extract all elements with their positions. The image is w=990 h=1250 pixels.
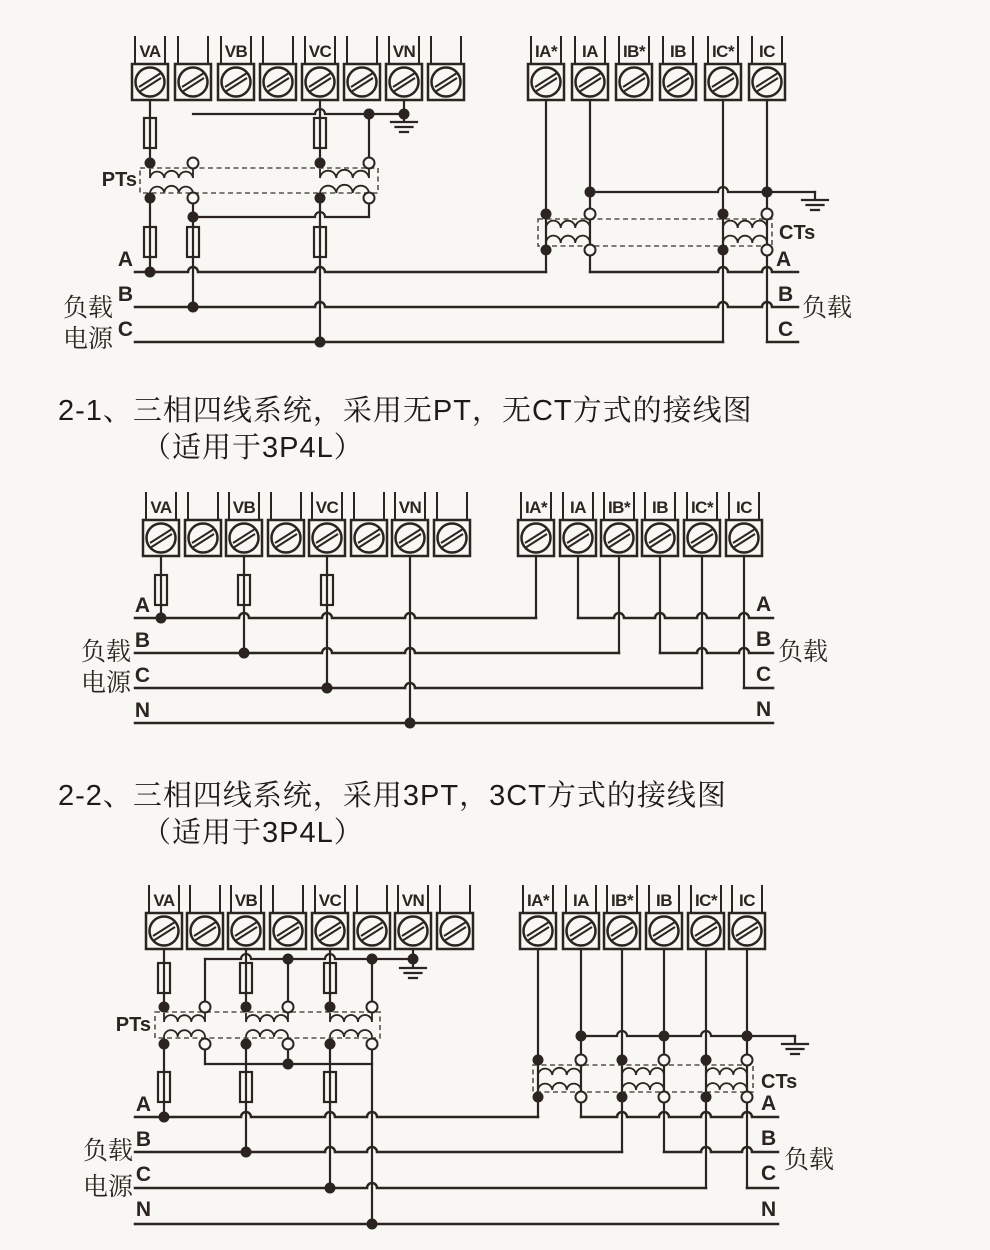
terminal-label-vb: VB [234,891,258,910]
load-label-right: 负载 [802,294,853,322]
bus-label-b-left: B [117,283,133,306]
terminal-label-va: VA [139,42,161,61]
terminal-label-ia-star: IA* [526,891,550,910]
terminal-label-va: VA [150,498,172,517]
source-label-left: 电源 [82,1173,133,1201]
terminal-label-ib-star: IB* [607,498,631,517]
bus-label-n-right: N [756,698,772,721]
terminal-label-vb: VB [232,498,256,517]
bus-label-b-right: B [761,1127,777,1150]
ground-symbol [802,192,828,210]
bus-label-a-right: A [776,248,792,271]
terminal-label-vc: VC [308,42,332,61]
bus-label-c-right: C [778,318,794,341]
terminal-label-ic-star: IC* [690,498,714,517]
source-label-left: 电源 [80,669,131,697]
figure-1-caption-title: 2-1、三相四线系统，采用无PT，无CT方式的接线图 [58,395,753,427]
bus-label-a-left: A [135,1093,151,1116]
bus-label-b-right: B [756,628,772,651]
cts-label: CTs [761,1071,798,1093]
terminal-label-vc: VC [318,891,342,910]
figure-2-caption [58,778,727,852]
load-label-left: 负载 [62,294,113,322]
terminal-label-ia: IA [570,498,586,517]
terminal-label-ia: IA [573,891,589,910]
ground-symbol [782,1036,808,1054]
terminal-label-ib: IB [652,498,668,517]
bus-label-b-right: B [778,283,794,306]
bus-label-c-right: C [761,1162,777,1185]
terminal-label-ib: IB [670,42,686,61]
terminal-label-va: VA [153,891,175,910]
bus-label-n-left: N [135,1198,151,1221]
terminal-label-ic-star: IC* [694,891,718,910]
terminal-label-vb: VB [224,42,248,61]
figure-2-wiring [81,492,828,729]
terminal-label-vn: VN [398,498,422,517]
terminal-label-vn: VN [401,891,425,910]
pts-label: PTs [101,169,137,191]
bus-label-a-left: A [117,248,133,271]
load-label-left: 负载 [80,638,131,666]
terminal-label-ic: IC [759,42,775,61]
figure-1-wiring [63,36,852,353]
bus-label-b-left: B [134,629,150,652]
terminal-label-ic-star: IC* [711,42,735,61]
ct-transformers [533,1065,753,1097]
terminal-label-ib-star: IB* [622,42,646,61]
pt-transformers [155,1012,380,1044]
figure-2-caption-title: 2-2、三相四线系统，采用3PT，3CT方式的接线图 [58,780,727,812]
bus-label-n-left: N [134,699,150,722]
terminal-label-ia: IA [582,42,598,61]
bus-label-c-left: C [134,664,150,687]
bus-label-c-left: C [117,318,133,341]
terminal-label-ic: IC [736,498,752,517]
terminal-label-vn: VN [392,42,416,61]
load-label-right: 负载 [778,638,829,666]
bus-label-a-right: A [761,1092,777,1115]
source-label-left: 电源 [62,325,113,353]
terminal-label-ib: IB [656,891,672,910]
load-label-right: 负载 [784,1146,835,1174]
figure-1-caption-subtitle: （适用于3P4L） [142,432,364,464]
bus-label-b-left: B [135,1128,151,1151]
pt-transformers [140,168,378,198]
load-label-left: 负载 [82,1137,133,1165]
figure-3-wiring [83,885,834,1230]
terminal-label-ib-star: IB* [610,891,634,910]
terminal-label-ia-star: IA* [524,498,548,517]
ct-transformers [538,219,772,250]
bus-label-c-left: C [135,1163,151,1186]
terminal-label-ic: IC [739,891,755,910]
cts-label: CTs [779,222,816,244]
figure-2-caption-subtitle: （适用于3P4L） [142,817,364,849]
pts-label: PTs [115,1014,151,1036]
terminal-label-vc: VC [315,498,339,517]
bus-label-a-right: A [756,593,772,616]
terminal-label-ia-star: IA* [534,42,558,61]
bus-label-c-right: C [756,663,772,686]
figure-1-caption [58,393,753,467]
bus-label-a-left: A [134,594,150,617]
bus-label-n-right: N [761,1198,777,1221]
